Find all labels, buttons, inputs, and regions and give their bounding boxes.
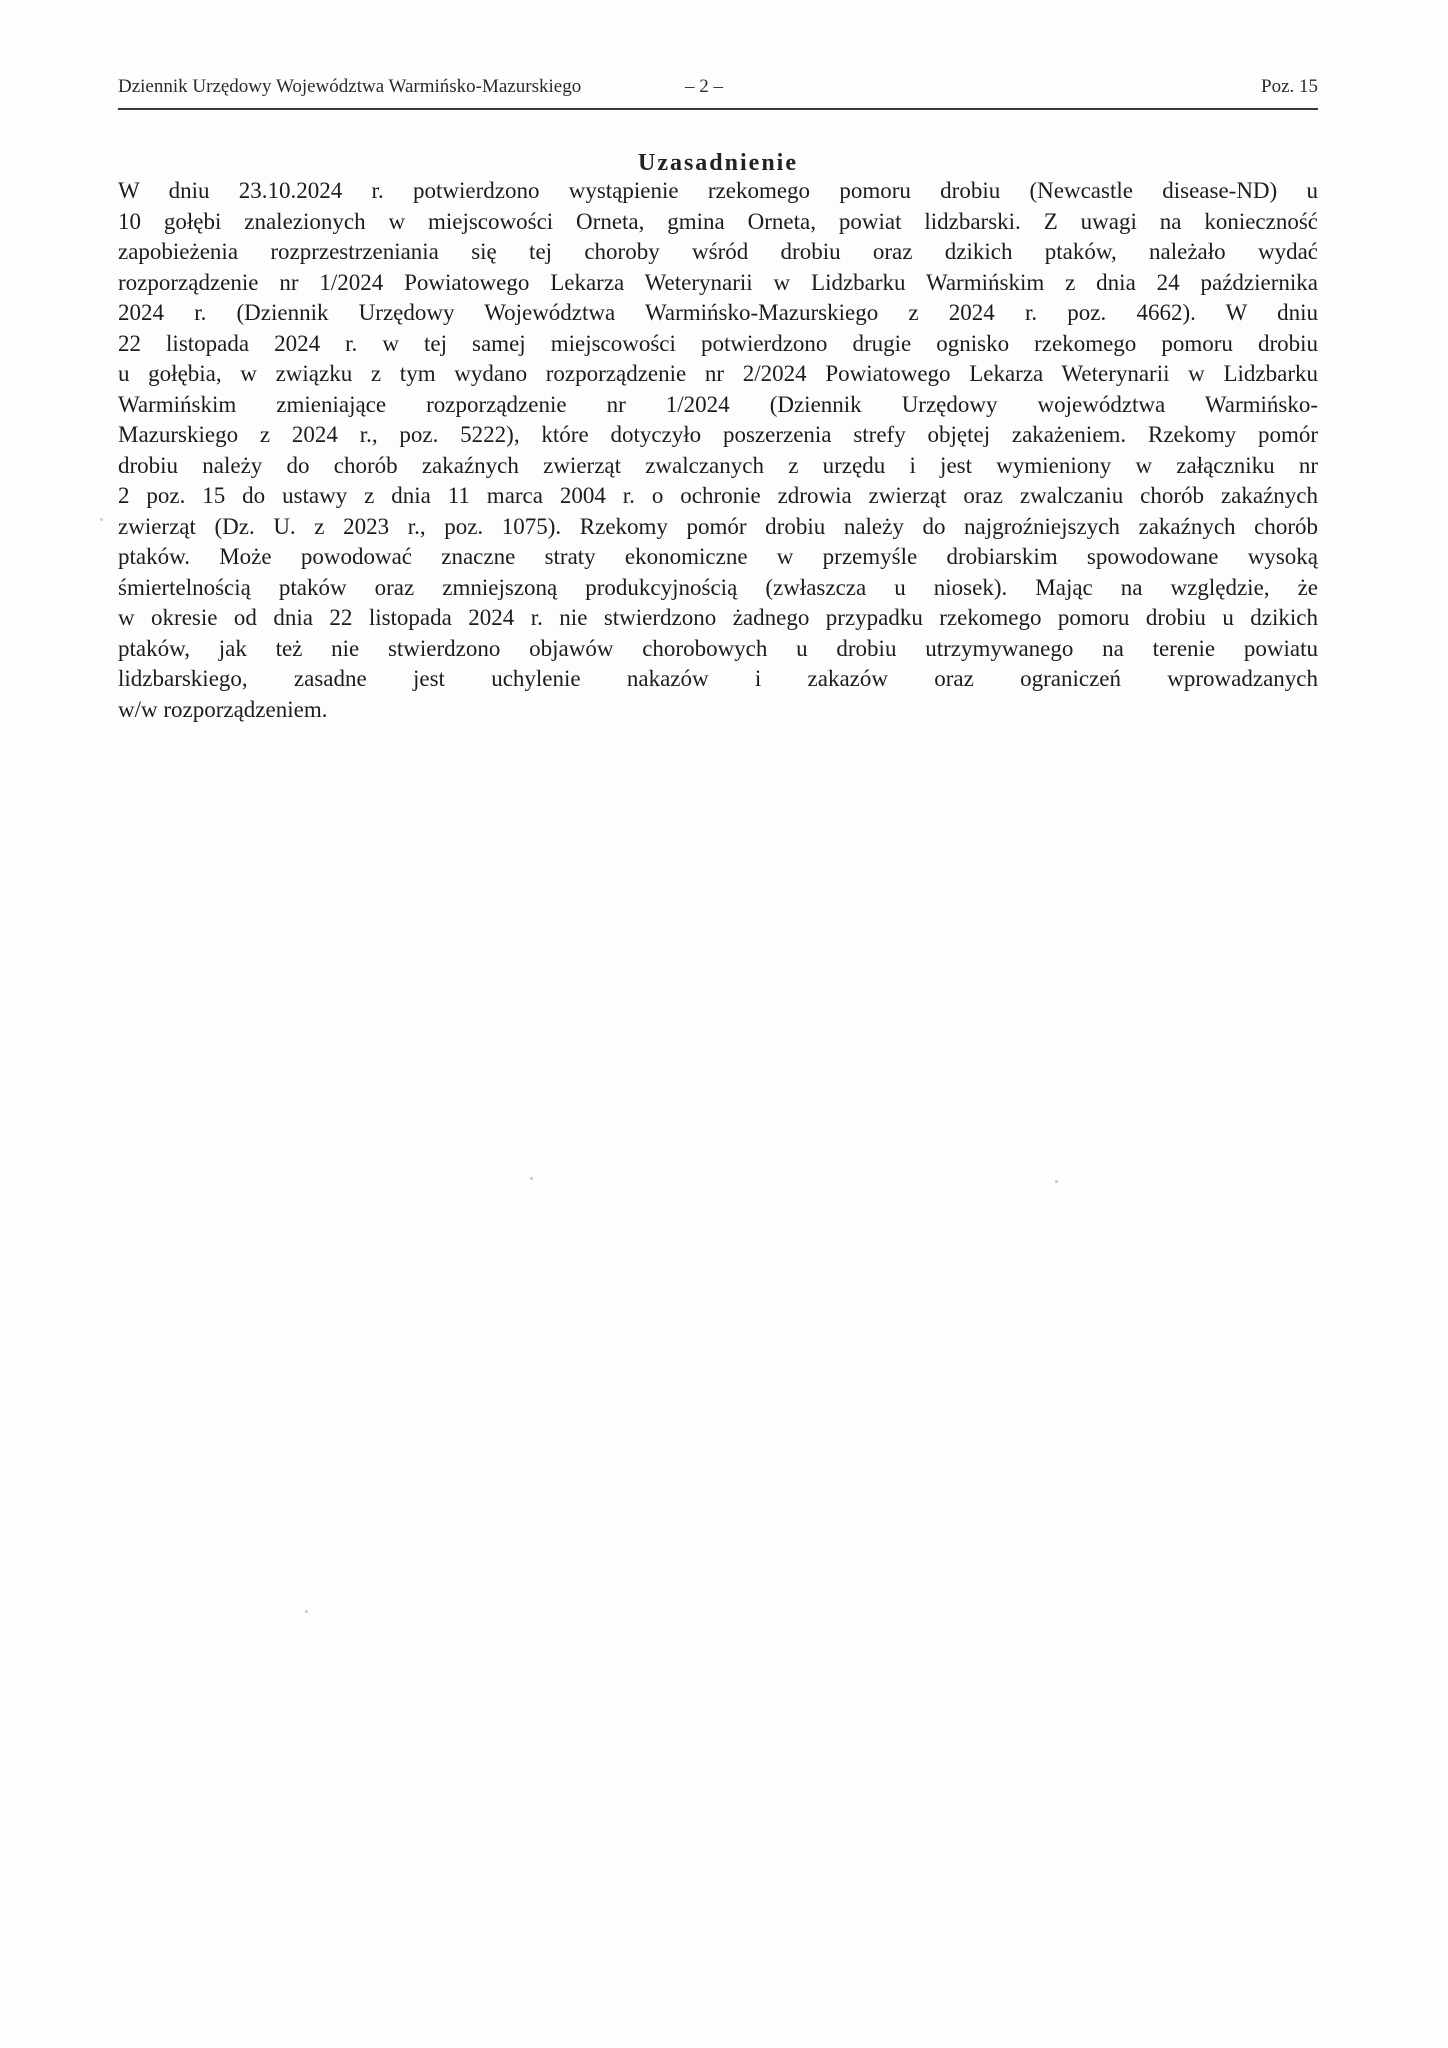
scan-speck	[305, 1610, 308, 1613]
scan-speck	[100, 518, 103, 521]
page-header	[118, 76, 1318, 104]
paragraph-line: W dniu 23.10.2024 r. potwierdzono wystąpienie rzekomego pomoru drobiu (Newcastle disease-ND) u	[118, 178, 1318, 203]
position-number: Poz. 15	[1261, 76, 1318, 97]
paragraph-line: rozporządzenie nr 1/2024 Powiatowego Lekarza Weterynarii w Lidzbarku Warmińskim z dnia 24 października	[118, 269, 1318, 295]
paragraph-line: Mazurskiego z 2024 r., poz. 5222), które dotyczyło poszerzenia strefy objętej zakażeniem. Rzekomy pomór	[118, 422, 1318, 447]
paragraph-line: śmiertelnością ptaków oraz zmniejszoną produkcyjnością (zwłaszcza u niosek). Mając na względzie, że	[118, 574, 1318, 600]
paragraph-line: 2024 r. (Dziennik Urzędowy Województwa Warmińsko-Mazurskiego z 2024 r. poz. 4662). W dniu	[118, 300, 1318, 325]
scan-speck	[530, 1177, 533, 1180]
header-divider	[118, 108, 1318, 110]
paragraph-line: 2 poz. 15 do ustawy z dnia 11 marca 2004 r. o ochronie zdrowia zwierząt oraz zwalczaniu chorób zakaźnych	[118, 483, 1318, 508]
section-title: Uzasadnienie	[637, 150, 798, 176]
paragraph-line: w okresie od dnia 22 listopada 2024 r. nie stwierdzono żadnego przypadku rzekomego pomoru drobiu u dzikich	[118, 605, 1318, 630]
paragraph-line: 10 gołębi znalezionych w miejscowości Orneta, gmina Orneta, powiat lidzbarski. Z uwagi na konieczność	[118, 208, 1318, 234]
paragraph-line: lidzbarskiego, zasadne jest uchylenie nakazów i zakazów oraz ograniczeń wprowadzanych	[118, 666, 1318, 691]
paragraph-line: zapobieżenia rozprzestrzeniania się tej choroby wśród drobiu oraz dzikich ptaków, należało wydać	[118, 239, 1318, 264]
paragraph-line: ptaków. Może powodować znaczne straty ekonomiczne w przemyśle drobiarskim spowodowane wysoką	[118, 544, 1318, 569]
paragraph-line: w/w rozporządzeniem.	[118, 696, 328, 722]
paragraph-line: drobiu należy do chorób zakaźnych zwierząt zwalczanych z urzędu i jest wymieniony w załączniku nr	[118, 452, 1318, 478]
page-number: – 2 –	[685, 76, 723, 97]
paragraph-line: u gołębia, w związku z tym wydano rozporządzenie nr 2/2024 Powiatowego Lekarza Weterynarii w Lidzbarku	[118, 361, 1318, 386]
justification-paragraph	[118, 176, 1318, 725]
paragraph-line: zwierząt (Dz. U. z 2023 r., poz. 1075). Rzekomy pomór drobiu należy do najgroźniejszych zakaźnych chorób	[118, 513, 1318, 539]
scan-speck	[1055, 1180, 1058, 1183]
paragraph-line: Warmińskim zmieniające rozporządzenie nr 1/2024 (Dziennik Urzędowy województwa Warmińsko-	[118, 391, 1318, 417]
paragraph-line: 22 listopada 2024 r. w tej samej miejscowości potwierdzono drugie ognisko rzekomego pomoru drobiu	[118, 330, 1318, 356]
journal-title: Dziennik Urzędowy Województwa Warmińsko-Mazurskiego	[118, 76, 582, 97]
paragraph-line: ptaków, jak też nie stwierdzono objawów chorobowych u drobiu utrzymywanego na terenie powiatu	[118, 635, 1318, 661]
